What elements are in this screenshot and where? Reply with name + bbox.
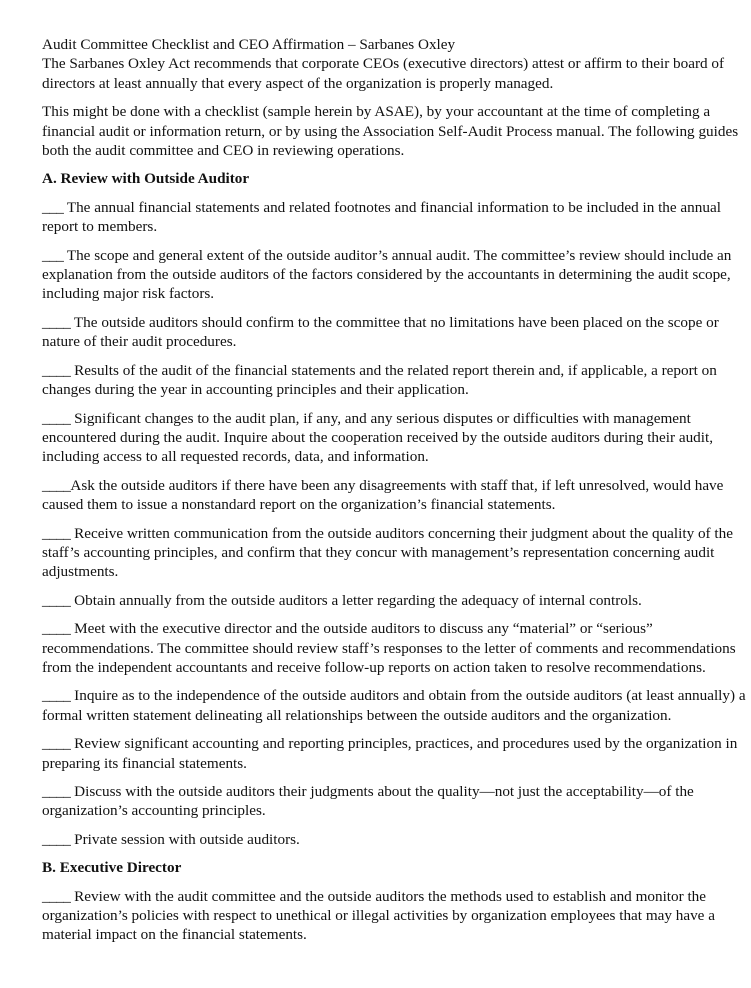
checklist-item-text: Significant changes to the audit plan, if any, and any serious disputes or difficulties with management encountered during the audit. Inquire about the cooperation received by the outside auditors during their audit, including access to all requested records, data, and information. — [42, 409, 713, 466]
checklist-item — [42, 409, 750, 467]
checklist-item-text: The annual financial statements and related footnotes and financial information to be included in the annual report to members. — [42, 198, 721, 236]
checkbox-blank[interactable]: ____ — [42, 524, 71, 542]
checkbox-blank[interactable]: ____ — [42, 687, 71, 705]
section-heading: A. Review with Outside Auditor — [42, 170, 250, 188]
checklist-item-text: Review significant accounting and reporting principles, practices, and procedures used by the organization in preparing its financial statements. — [42, 735, 738, 772]
checklist-item — [42, 887, 750, 945]
checklist-item-text: Inquire as to the independence of the outside auditors and obtain from the outside auditors (at least annually) a formal written statement delineating all relationships between the outside auditors and the organization. — [42, 687, 746, 724]
checklist-item-text: The scope and general extent of the outside auditor’s annual audit. The committee’s review should include an explanation from the outside auditors of the factors considered by the accountants in determining the audit scope, including major risk factors. — [42, 246, 732, 303]
checklist-item — [42, 246, 750, 304]
checklist-item — [42, 734, 750, 773]
document-page — [42, 35, 750, 954]
checklist-item-text: Discuss with the outside auditors their judgments about the quality—not just the acceptability—of the organization’s accounting principles. — [42, 783, 694, 820]
checklist-item — [42, 686, 750, 725]
checklist-item — [42, 524, 750, 582]
checkbox-blank[interactable]: ____ — [42, 313, 71, 331]
checkbox-blank[interactable]: ____ — [42, 783, 71, 800]
checklist-item-text: Ask the outside auditors if there have been any disagreements with staff that, if left unresolved, would have caused them to issue a nonstandard report on the organization’s financial statements. — [42, 476, 724, 514]
document-title: Audit Committee Checklist and CEO Affirmation – Sarbanes Oxley — [42, 36, 456, 53]
section-outside-auditor — [42, 169, 750, 849]
checklist-item — [42, 830, 750, 849]
intro-paragraph-2: This might be done with a checklist (sample herein by ASAE), by your accountant at the time of completing a financial audit or information return, or by using the Association Self-Audit Process manual. The following guides both the audit committee and CEO in reviewing operations. — [42, 103, 739, 160]
checklist-item-text: Obtain annually from the outside auditors a letter regarding the adequacy of internal controls. — [74, 591, 642, 609]
checkbox-blank[interactable]: ____ — [42, 735, 71, 753]
section-heading: B. Executive Director — [42, 859, 182, 877]
checkbox-blank[interactable]: ____ — [42, 591, 71, 609]
checklist-item-text: Private session with outside auditors. — [74, 830, 300, 848]
checklist-item — [42, 782, 750, 821]
checklist-item — [42, 361, 750, 400]
checklist-item — [42, 619, 750, 677]
intro-paragraph-1: The Sarbanes Oxley Act recommends that corporate CEOs (executive directors) attest or affirm to their board of directors at least annually that every aspect of the organization is properly managed. — [42, 55, 725, 92]
checklist-item-text: Receive written communication from the outside auditors concerning their judgment about the quality of the staff’s accounting principles, and confirm that they concur with management’s representation concerning audit adjustments. — [42, 524, 733, 581]
section-executive-director — [42, 858, 750, 945]
checklist-item — [42, 591, 750, 610]
checkbox-blank[interactable]: ____ — [42, 887, 71, 905]
checklist-item-text: The outside auditors should confirm to the committee that no limitations have been placed on the scope or nature of their audit procedures. — [42, 313, 719, 351]
checkbox-blank[interactable]: ___ — [42, 246, 64, 264]
checklist-item — [42, 313, 750, 352]
checkbox-blank[interactable]: ____ — [42, 476, 71, 494]
checkbox-blank[interactable]: ____ — [42, 361, 71, 379]
checklist-item-text: Review with the audit committee and the outside auditors the methods used to establish and monitor the organization’s policies with respect to unethical or illegal activities by organization employees that may have a material impact on the financial statements. — [42, 887, 715, 944]
checklist-item — [42, 476, 750, 515]
checkbox-blank[interactable]: ____ — [42, 620, 71, 638]
checklist-item-text: Results of the audit of the financial statements and the related report therein and, if applicable, a report on changes during the year in accounting principles and their application. — [42, 361, 717, 399]
checklist-item-text: Meet with the executive director and the outside auditors to discuss any “material” or “serious” recommendations. The committee should review staff’s responses to the letter of comments and recommendations from the independent accountants and receive follow-up reports on action taken to resolve recommendations. — [42, 620, 736, 676]
checklist-item — [42, 198, 750, 237]
checkbox-blank[interactable]: ____ — [42, 830, 71, 848]
checkbox-blank[interactable]: ____ — [42, 409, 71, 427]
checkbox-blank[interactable]: ___ — [42, 198, 64, 216]
